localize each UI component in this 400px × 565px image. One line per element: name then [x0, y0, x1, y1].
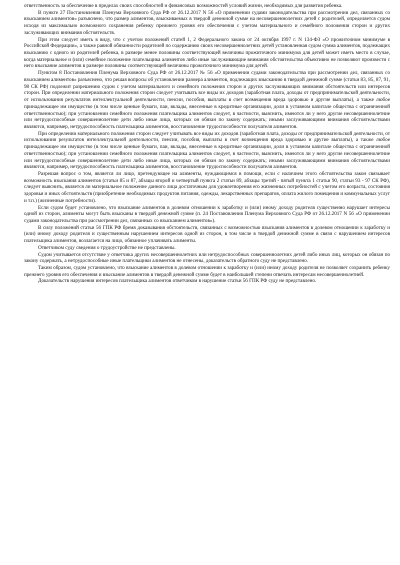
paragraph-10: Судом учитывается отсутствие у ответчика других несовершеннолетних или нетрудоспособных совершеннолетних детей либо иных лиц, которых он обязан по закону содержать, а нетрудоспособные иные плательщики алиментов не отнесены, доказательств обратного суду не представлено.: [24, 251, 390, 265]
paragraph-5: При определении материального положения сторон следует учитывать все виды их доходов (заработная плата, доходы от предпринимательской деятельности, от использования результатов интеллектуальной деятельности, пенсии, пособия, выплаты в счет возмещения вреда здоровью и другие выплаты), а также любое принадлежащее им имущество (в том числе ценные бумаги, паи, вклады, внесенные в кредитные организации, доли в уставном капитале общества с ограниченной ответственностью); при установлении семейного положения плательщика алиментов следует, в частности, выяснить, имеются ли у него другие несовершеннолетние или нетрудоспособные совершеннолетние дети либо иные лица, которых он обязан по закону содержать; иными заслуживающими внимания обстоятельствами являются, например, нетрудоспособность плательщика алиментов, восстановление трудоспособности получателя алиментов.: [24, 130, 390, 171]
paragraph-2: В пункте 27 Постановления Пленума Верховного Суда РФ от 26.12.2017 N 56 «О применении судами законодательства при рассмотрении дел, связанных со взысканием алиментов» разъяснено, что размер алиментов, взыскиваемых в твердой денежной сумме на несовершеннолетних детей с родителей, определяется судом исходя из максимально возможного сохранения ребенку прежнего уровня его обеспечения с учетом материального и семейного положения сторон и других заслуживающих внимания обстоятельств.: [24, 9, 390, 36]
paragraph-11: Таким образом, судом установлено, что взыскание алиментов в долевом отношении к заработку и (или) иному доходу родителя не позволяет сохранить ребенку прежнего уровня его обеспечения и взыскание алиментов в твердой денежной сумме будет в наибольшей степени отвечать интересам несовершеннолетней.: [24, 265, 390, 278]
paragraph-4: Пунктом 8 Постановления Пленума Верховного Суда РФ от 26.12.2017 № 56 «О применении судами законодательства при рассмотрении дел, связанных со взысканием алиментов» разъяснено, что решая вопросы об установлении размера алиментов, подлежащих взысканию в твердой денежной сумме (статьи 83, 85, 87, 91, 98 СК РФ) подлежит разрешению судом с учетом материального и семейного положения сторон и других заслуживающих внимания обстоятельств или интересов сторон. При определении материального положения сторон следует учитывать все виды их доходов (заработная плата, доходы от предпринимательской деятельности, от использования результатов интеллектуальной деятельности, пенсии, пособия, выплаты в счет возмещения вреда здоровью и другие выплаты), а также любое принадлежащее им имущество (в том числе ценные бумаги, паи, вклады, внесенные в кредитные организации, доли в уставном капитале общества с ограниченной ответственностью); при установлении семейного положения плательщика алиментов следует, в частности, выяснить, имеются ли у него другие несовершеннолетние или нетрудоспособные совершеннолетние дети либо иные лица, которых он обязан по закону содержать; иными заслуживающими внимания обстоятельствами являются, например, нетрудоспособность плательщика алиментов, восстановление трудоспособности получателя алиментов.: [24, 70, 390, 130]
paragraph-8: В силу положений статьи 56 ГПК РФ бремя доказывания обстоятельств, связанных с возможностью взыскания алиментов в долевом отношении к заработку и (или) иному доходу родителя и существенным нарушением интересов одной из сторон, в том числе в твердой денежной сумме в связи с нарушением интересов плательщика алиментов, возлагается на лицо, обязанное уплачивать алименты.: [24, 224, 390, 245]
paragraph-7: Если судом будет установлено, что взыскание алиментов в долевом отношении к заработку и (или) иному доходу родителя существенно нарушает интересы одной из сторон, алименты могут быть взысканы в твердой денежной сумме (п. 24 Постановления Пленума Верховного Суда РФ от 26.12.2017 N 56 «О применении судами законодательства при рассмотрении дел, связанных со взысканием алиментов»).: [24, 204, 390, 224]
paragraph-6: Разрешая вопрос о том, является ли лицо, претендующее на алименты, нуждающимся в помощи, если с наличием этого обстоятельства закон связывает возможность взыскания алиментов (статьи 85 и 87, абзацы второй и четвертый пункта 2 статьи 89, абзацы третий - пятый пункта 1 статьи 90, статьи 93 - 97 СК РФ), следует выяснить, является ли материальное положение данного лица достаточным для удовлетворения его жизненных потребностей с учетом его возраста, состояния здоровья и иных обстоятельств (приобретение необходимых продуктов питания, одежды, лекарственных препаратов, оплата жилого помещения и коммунальных услуг и т.п.) (жизненные потребности).: [24, 170, 390, 204]
paragraph-9: Ответчиком суду сведения о трудоустройстве не представлены.: [38, 244, 176, 251]
paragraph-1: ответственность за обеспечение в пределах своих способностей и финансовых возможностей условий жизни, необходимых для развития ребенка.: [24, 3, 343, 9]
paragraph-12: Доказательств нарушения интересов плательщика алиментов ответчиком в нарушение статьи 56 ГПК РФ суду не представлено.: [38, 278, 317, 285]
paragraph-3: При этом следует иметь в виду, что с учетом положений статей 1, 2 Федерального закона от 24 октября 1997 г. N 134-ФЗ «О прожиточном минимуме в Российской Федерации», а также равной обязанности родителей по содержанию своих несовершеннолетних детей установленная судом сумма алиментов, подлежащих взысканию с одного из родителей ребенка, в размере менее половины соответствующей величины прожиточного минимума для детей может иметь место в случае, когда материальное и (или) семейное положение плательщика алиментов либо иные заслуживающие внимания обстоятельства объективно не позволяют произвести с него взыскание алиментов в размере половины соответствующей величины прожиточного минимума для детей.: [24, 36, 390, 70]
